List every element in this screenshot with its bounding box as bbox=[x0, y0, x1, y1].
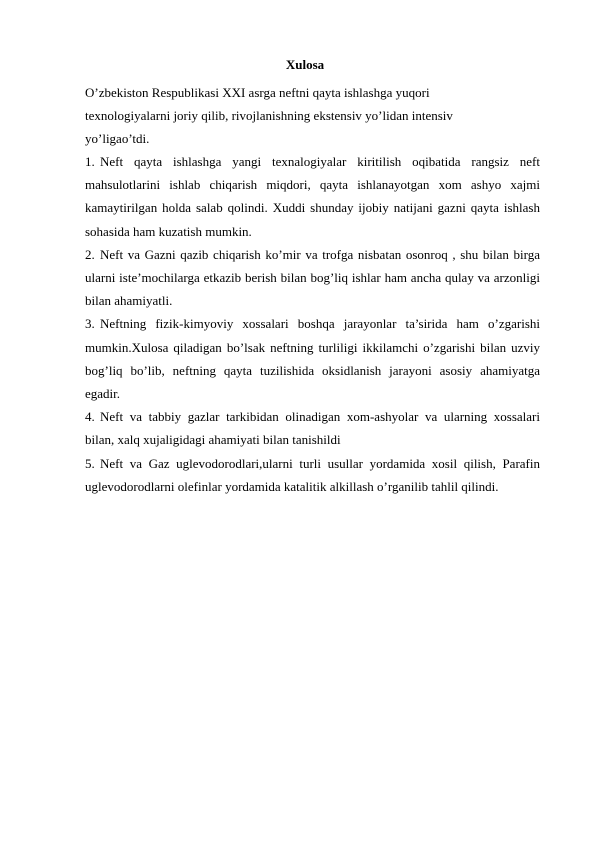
intro-paragraph bbox=[85, 81, 525, 150]
list-item bbox=[85, 243, 540, 313]
intro-line: yo’ligao’tdi. bbox=[85, 131, 150, 146]
list-item-text: Neftning fizik-kimyoviy xossalari boshqa jarayonlar ta’sirida ham o’zgarishi mumkin.Xulosa qiladigan bo’lsak neftning turliligi ikkilamchi o’zgarishi bilan uzviy bog’liq bo’lib, neftning qayta tuzilishida oksidlanish jarayoni asosiy ahamiyatga egadir. bbox=[85, 316, 540, 402]
list-item-number: 4. bbox=[85, 409, 95, 425]
list-item-number: 1. bbox=[85, 154, 95, 169]
document-title: Xulosa bbox=[285, 57, 325, 72]
list-item bbox=[85, 405, 540, 451]
list-item bbox=[85, 312, 540, 405]
intro-line: texnologiyalarni joriy qilib, rivojlanishning ekstensiv yo’lidan intensiv bbox=[85, 108, 453, 123]
intro-line: O’zbekiston Respublikasi XXI asrga neftni qayta ishlashga yuqori bbox=[85, 85, 430, 100]
list-item-number: 5. bbox=[85, 455, 95, 471]
list-item-number: 2. bbox=[85, 246, 95, 262]
list-item-text: Neft qayta ishlashga yangi texnalogiyalar kiritilish oqibatida rangsiz neft mahsulotlarini ishlab chiqarish miqdori, qayta ishlanayotgan xom ashyo xajmi kamaytirilgan holda salab qolindi. Xuddi shunday ijobiy natijani gazni qayta ishlash sohasida ham kuzatish mumkin. bbox=[85, 154, 540, 239]
conclusion-list bbox=[85, 150, 540, 498]
list-item bbox=[85, 452, 540, 498]
list-item-text: Neft va tabbiy gazlar tarkibidan olinadigan xom-ashyolar va ularning xossalari bilan, xalq xujaligidagi ahamiyati bilan tanishildi bbox=[85, 409, 540, 448]
list-item-text: Neft va Gaz uglevodorodlari,ularni turli usullar yordamida xosil qilish, Parafin uglevodorodlarni olefinlar yordamida katalitik alkillash o’rganilib tahlil qilindi. bbox=[85, 455, 540, 494]
list-item-text: Neft va Gazni qazib chiqarish ko’mir va trofga nisbatan osonroq , shu bilan birga ularni iste’mochilarga etkazib berish bilan bog’liq ishlar ham ancha qulay va arzonligi bilan ahamiyatli. bbox=[85, 246, 540, 309]
list-item-number: 3. bbox=[85, 316, 95, 332]
list-item bbox=[85, 150, 540, 243]
